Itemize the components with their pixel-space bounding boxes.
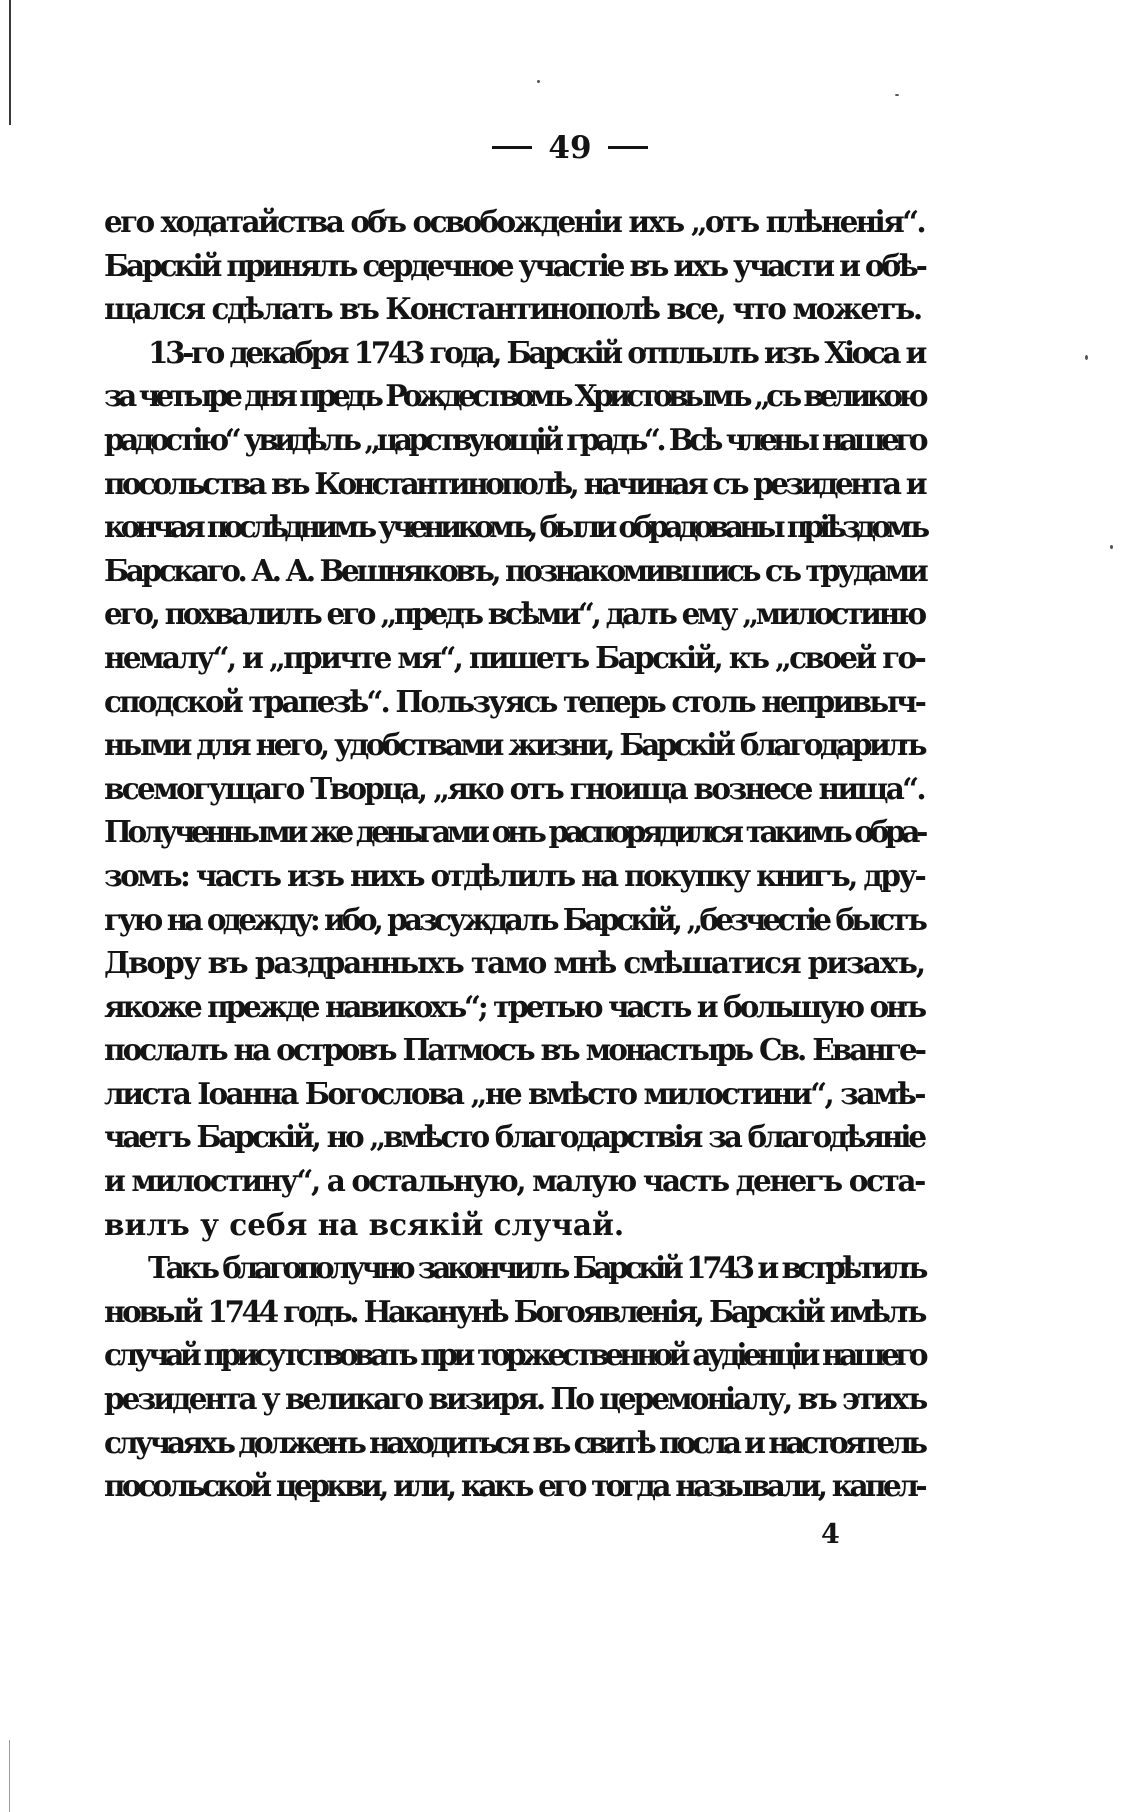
page-header <box>0 128 1140 168</box>
text-line: Барскаго. А. А. Вешняковъ, познакомившись съ трудами <box>104 552 926 588</box>
text-line: Двору въ раздранныхъ тамо мнѣ смѣшатися ризахъ, <box>104 945 924 981</box>
text-line: ными для него, удобствами жизни, Барскій благодарилъ <box>104 727 924 763</box>
header-dash-left <box>492 146 532 149</box>
signature-mark: 4 <box>821 1519 840 1550</box>
text-line: всемогущаго Творца, „яко отъ гноища вознесе нища“. <box>104 770 924 806</box>
text-line: случаяхъ долженъ находиться въ свитѣ посла и настоятель <box>104 1424 924 1460</box>
text-line: чаетъ Барскій, но „вмѣсто благодарствія за благодѣяніе <box>104 1119 924 1155</box>
text-line: посольства въ Константинополѣ, начиная съ резидента и <box>104 465 924 501</box>
text-line: резидента у великаго визиря. По церемоніалу, въ этихъ <box>104 1381 926 1417</box>
text-line: Полученными же деньгами онъ распорядился такимъ обра- <box>104 814 924 850</box>
page-number: 49 <box>548 130 592 166</box>
text-line: случай присутствовать при торжественной аудіенціи нашего <box>104 1337 924 1373</box>
text-line: якоже прежде навикохъ“; третью часть и большую онъ <box>104 988 924 1024</box>
text-line: вилъ у себя на всякій случай. <box>104 1206 625 1242</box>
scan-binding-edge-bottom <box>9 1740 10 1812</box>
text-line: щался сдѣлать въ Константинополѣ все, что можетъ. <box>104 291 921 327</box>
text-line: за четыре дня предъ Рождествомъ Христовымъ „съ великою <box>104 378 924 414</box>
scan-speck <box>537 80 540 83</box>
scan-speck <box>895 94 899 96</box>
scan-speck <box>1085 355 1088 360</box>
text-line: посольской церкви, или, какъ его тогда называли, капел- <box>104 1468 924 1504</box>
text-line: послалъ на островъ Патмосъ въ монастырь Св. Еванге- <box>104 1032 924 1068</box>
text-line: Такъ благополучно закончилъ Барскій 1743 и встрѣтилъ <box>148 1250 924 1286</box>
text-line: зомъ: часть изъ нихъ отдѣлилъ на покупку книгъ, дру- <box>104 857 924 893</box>
text-line: сподской трапезѣ“. Пользуясь теперь столь непривыч- <box>104 683 924 719</box>
text-line: гую на одежду: ибо, разсуждалъ Барскій, „безчестіе быстъ <box>104 901 924 937</box>
text-line: Барскій принялъ сердечное участіе въ ихъ участи и обѣ- <box>104 247 925 283</box>
scan-binding-edge <box>9 0 11 125</box>
text-line: 13-го декабря 1743 года, Барскій отплылъ изъ Хіоса и <box>148 334 924 370</box>
text-line: его ходатайства объ освобожденіи ихъ „отъ плѣненія“. <box>104 204 924 239</box>
scan-speck <box>1110 545 1113 549</box>
text-line: новый 1744 годъ. Наканунѣ Богоявленія, Барскій имѣлъ <box>104 1293 924 1329</box>
text-line: его, похвалилъ его „предъ всѣми“, далъ ему „милостиню <box>104 596 924 632</box>
text-line: немалу“, и „причте мя“, пишетъ Барскій, къ „своей го- <box>104 639 924 675</box>
body-text <box>104 200 924 1508</box>
text-line: листа Іоанна Богослова „не вмѣсто милостини“, замѣ- <box>104 1075 924 1111</box>
text-line: кончая послѣднимъ ученикомъ, были обрадованы пріѣздомъ <box>104 509 926 545</box>
header-dash-right <box>608 146 648 149</box>
text-line: радостію“ увидѣлъ „царствующій градъ“. Всѣ члены нашего <box>104 421 924 457</box>
text-line: и милостину“, а остальную, малую часть денегъ оста- <box>104 1163 924 1199</box>
